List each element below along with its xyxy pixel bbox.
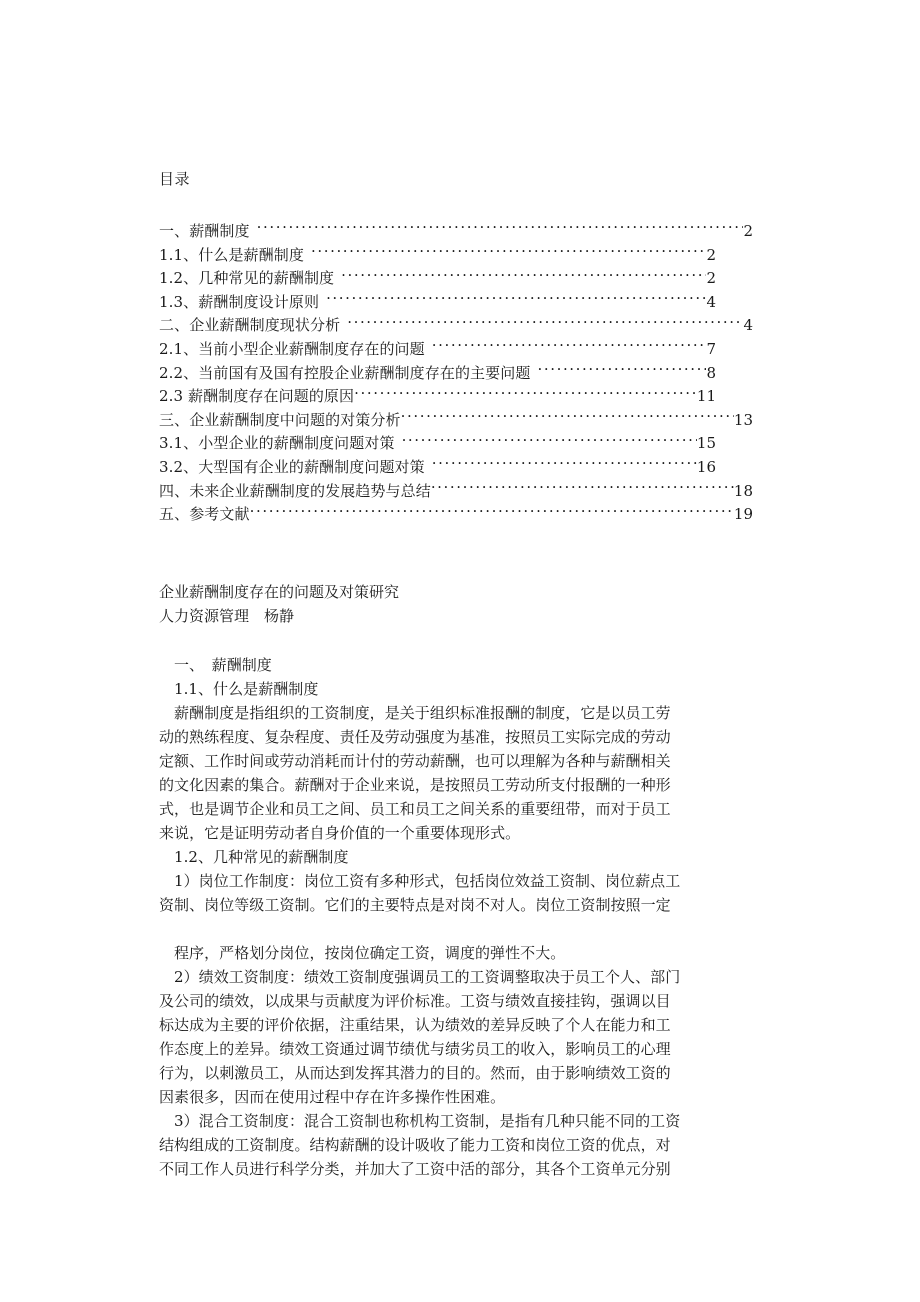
toc-dot-leader (250, 504, 734, 519)
toc-entry[interactable] (159, 385, 716, 409)
toc-heading: 目录 (159, 170, 191, 188)
toc-dot-leader (354, 386, 697, 401)
toc-dot-leader (326, 292, 706, 307)
toc-entry[interactable] (159, 409, 753, 433)
toc-entry-page-number: 18 (733, 481, 753, 500)
toc-entry-page-number: 2 (706, 245, 716, 264)
toc-entry[interactable] (159, 291, 716, 315)
toc-entry-page-number: 2 (706, 269, 716, 288)
toc-dot-leader (257, 221, 744, 236)
body-line: 结构组成的工资制度。结构薪酬的设计吸收了能力工资和岗位工资的优点，对 (159, 1136, 671, 1154)
toc-dot-leader (537, 363, 706, 378)
toc-entry-page-number: 16 (696, 457, 716, 476)
toc-entry-label: 五、参考文献 (159, 505, 250, 524)
body-line: 1）岗位工作制度：岗位工资有多种形式，包括岗位效益工资制、岗位薪点工 (174, 872, 681, 890)
toc-entry-label: 1.3、薪酬制度设计原则 (159, 292, 320, 311)
toc-entry-label: 3.1、小型企业的薪酬制度问题对策 (159, 434, 395, 453)
toc-entry[interactable] (159, 432, 716, 456)
toc-dot-leader (432, 457, 697, 472)
toc-entry-page-number: 7 (706, 339, 716, 358)
toc-entry-label: 2.1、当前小型企业薪酬制度存在的问题 (159, 339, 425, 358)
toc-entry-page-number: 4 (706, 292, 716, 311)
body-line: 定额、工作时间或劳动消耗而计付的劳动薪酬，也可以理解为各种与薪酬相关 (159, 752, 671, 770)
toc-entry-label: 二、企业薪酬制度现状分析 (159, 316, 341, 335)
toc-entry-page-number: 4 (743, 316, 753, 335)
body-line: 程序，严格划分岗位，按岗位确定工资，调度的弹性不大。 (174, 944, 566, 962)
toc-entry-label: 3.2、大型国有企业的薪酬制度问题对策 (159, 457, 425, 476)
toc-entry-label: 四、未来企业薪酬制度的发展趋势与总结 (159, 481, 431, 500)
toc-entry-page-number: 15 (696, 434, 716, 453)
toc-entry-label: 2.2、当前国有及国有控股企业薪酬制度存在的主要问题 (159, 363, 531, 382)
toc-dot-leader (402, 433, 697, 448)
paragraph-spacer (159, 917, 755, 941)
body-line: 因素很多，因而在使用过程中存在许多操作性困难。 (159, 1088, 506, 1106)
body-line: 行为，以刺激员工，从而达到发挥其潜力的目的。然而，由于影响绩效工资的 (159, 1064, 671, 1082)
toc-entry[interactable] (159, 503, 753, 527)
body-line: 式，也是调节企业和员工之间、员工和员工之间关系的重要纽带，而对于员工 (159, 800, 671, 818)
toc-list (159, 220, 779, 527)
toc-entry-label: 1.2、几种常见的薪酬制度 (159, 269, 335, 288)
toc-entry[interactable] (159, 456, 716, 480)
body-line: 资制、岗位等级工资制。它们的主要特点是对岗不对人。岗位工资制按照一定 (159, 896, 671, 914)
toc-entry-page-number: 2 (743, 222, 753, 240)
toc-entry-page-number: 11 (696, 387, 716, 406)
toc-entry-label: 2.3 薪酬制度存在问题的原因 (159, 387, 355, 406)
toc-entry[interactable] (159, 338, 716, 362)
toc-entry[interactable] (159, 362, 716, 386)
body-line: 标达成为主要的评价依据，注重结果，认为绩效的差异反映了个人在能力和工 (159, 1016, 671, 1034)
table-of-contents (159, 168, 779, 527)
body-line: 一、 薪酬制度 (174, 656, 272, 674)
toc-entry-label: 1.1、什么是薪酬制度 (159, 245, 304, 264)
page-title: 企业薪酬制度存在的问题及对策研究 (159, 583, 400, 601)
toc-dot-leader (341, 268, 706, 283)
body-line: 1.2、几种常见的薪酬制度 (174, 848, 349, 866)
toc-entry-label: 一、薪酬制度 (159, 222, 250, 240)
toc-entry[interactable] (159, 244, 716, 268)
document-author: 人力资源管理 杨静 (159, 606, 295, 625)
body-line: 来说，它是证明劳动者自身价值的一个重要体现形式。 (159, 824, 521, 842)
body-text (159, 653, 755, 1181)
toc-entry[interactable] (159, 480, 753, 504)
toc-entry-page-number: 19 (733, 505, 753, 524)
toc-entry-page-number: 13 (733, 410, 753, 429)
title-block (159, 581, 779, 628)
toc-entry-page-number: 8 (706, 363, 716, 382)
toc-entry[interactable] (159, 220, 753, 244)
toc-entry-label: 三、企业薪酬制度中问题的对策分析 (159, 410, 401, 429)
body-line: 1.1、什么是薪酬制度 (174, 680, 319, 698)
toc-dot-leader (347, 315, 743, 330)
body-line: 作态度上的差异。绩效工资通过调节绩优与绩劣员工的收入，影响员工的心理 (159, 1040, 671, 1058)
body-line: 的文化因素的集合。薪酬对于企业来说，是按照员工劳动所支付报酬的一种形 (159, 776, 671, 794)
body-line: 薪酬制度是指组织的工资制度，是关于组织标准报酬的制度，它是以员工劳 (174, 704, 671, 722)
toc-dot-leader (311, 245, 706, 260)
toc-dot-leader (432, 339, 707, 354)
toc-dot-leader (401, 410, 734, 425)
toc-entry[interactable] (159, 314, 753, 338)
toc-entry[interactable] (159, 267, 716, 291)
body-line: 2）绩效工资制度：绩效工资制度强调员工的工资调整取决于员工个人、部门 (174, 968, 681, 986)
toc-dot-leader (431, 481, 734, 496)
body-line: 3）混合工资制度：混合工资制也称机构工资制，是指有几种只能不同的工资 (174, 1112, 681, 1130)
body-line: 不同工作人员进行科学分类，并加大了工资中活的部分，其各个工资单元分别 (159, 1160, 671, 1178)
body-line: 及公司的绩效，以成果与贡献度为评价标准。工资与绩效直接挂钩，强调以目 (159, 992, 671, 1010)
body-line: 动的熟练程度、复杂程度、责任及劳动强度为基准，按照员工实际完成的劳动 (159, 728, 671, 746)
